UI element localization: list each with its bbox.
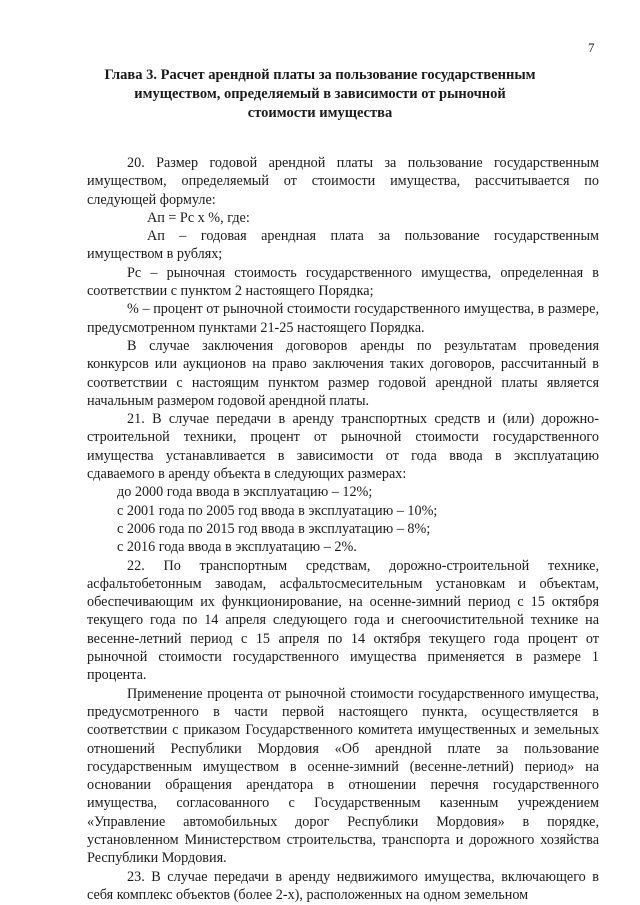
definition-rs: Рс – рыночная стоимость государственного имущества, определенная в соответствии с пунктом 2 настоящего Порядка; xyxy=(87,264,599,300)
page-number: 7 xyxy=(588,40,595,55)
rate-item: с 2001 года по 2005 год ввода в эксплуатацию – 10%; xyxy=(117,502,438,519)
paragraph-21: 21. В случае передачи в аренду транспортных средств и (или) дорожно-строительной техники, процент от рыночной стоимости государственного имущества устанавливается в зависимости от года ввода в эксплуатацию сдаваемого в аренду объекта в следующих размерах: xyxy=(87,411,599,483)
rate-item: до 2000 года ввода в эксплуатацию – 12%; xyxy=(117,484,373,501)
paragraph-22: 22. По транспортным средствам, дорожно-строительной технике, асфальтобетонным заводам, асфальтосмесительным установкам и объектам, обеспечивающим их функционирование, на осенне-зимний период с 15 октября текущего года по 14 апреля следующего года и снегоочистительной технике на весенне-летний период с 15 апреля по 14 октября текущего года процент от рыночной стоимости государственного имущества применяется в размере 1 процента. xyxy=(87,557,599,684)
paragraph-23: 23. В случае передачи в аренду недвижимого имущества, включающего в себя комплекс объектов (более 2-х), расположенных на одном земельном xyxy=(87,868,599,903)
definition-ap: Ап – годовая арендная плата за пользование государственным имуществом в рублях; xyxy=(87,228,599,263)
document-body xyxy=(87,154,599,904)
chapter-heading: Глава 3. Расчет арендной платы за пользование государственным имуществом, определяемый в зависимости от рыночной стоимости имущества xyxy=(104,67,536,121)
rate-item: с 2016 года ввода в эксплуатацию – 2%. xyxy=(117,539,357,556)
paragraph-20: 20. Размер годовой арендной платы за пользование государственным имуществом, определяемый от стоимости имущества, рассчитывается по следующей формуле: xyxy=(87,155,599,208)
definition-percent: % – процент от рыночной стоимости государственного имущества, в размере, предусмотренном пунктами 21-25 настоящего Порядка. xyxy=(87,301,599,336)
formula: Ап = Рс х %, где: xyxy=(147,209,250,226)
paragraph-20-auction: В случае заключения договоров аренды по результатам проведения конкурсов или аукционов на право заключения таких договоров, рассчитанный в соответствии с настоящим пунктом размер годовой арендной платы является начальным размером годовой арендной платы. xyxy=(87,337,599,409)
paragraph-22-application: Применение процента от рыночной стоимости государственного имущества, предусмотренного в части первой настоящего пункта, осуществляется в соответствии с приказом Государственного комитета имущественных и земельных отношений Республики Мордовия «Об арендной плате за пользование государственным имуществом в осенне-зимний (весенне-летний) период» на основании обращения арендатора в отношении перечня государственного имущества, согласованного с Государственным казенным учреждением «Управление автомобильных дорог Республики Мордовия» в порядке, установленном Министерством строительства, транспорта и дорожного хозяйства Республики Мордовия. xyxy=(87,685,599,867)
rate-item: с 2006 года по 2015 год ввода в эксплуатацию – 8%; xyxy=(117,520,431,537)
